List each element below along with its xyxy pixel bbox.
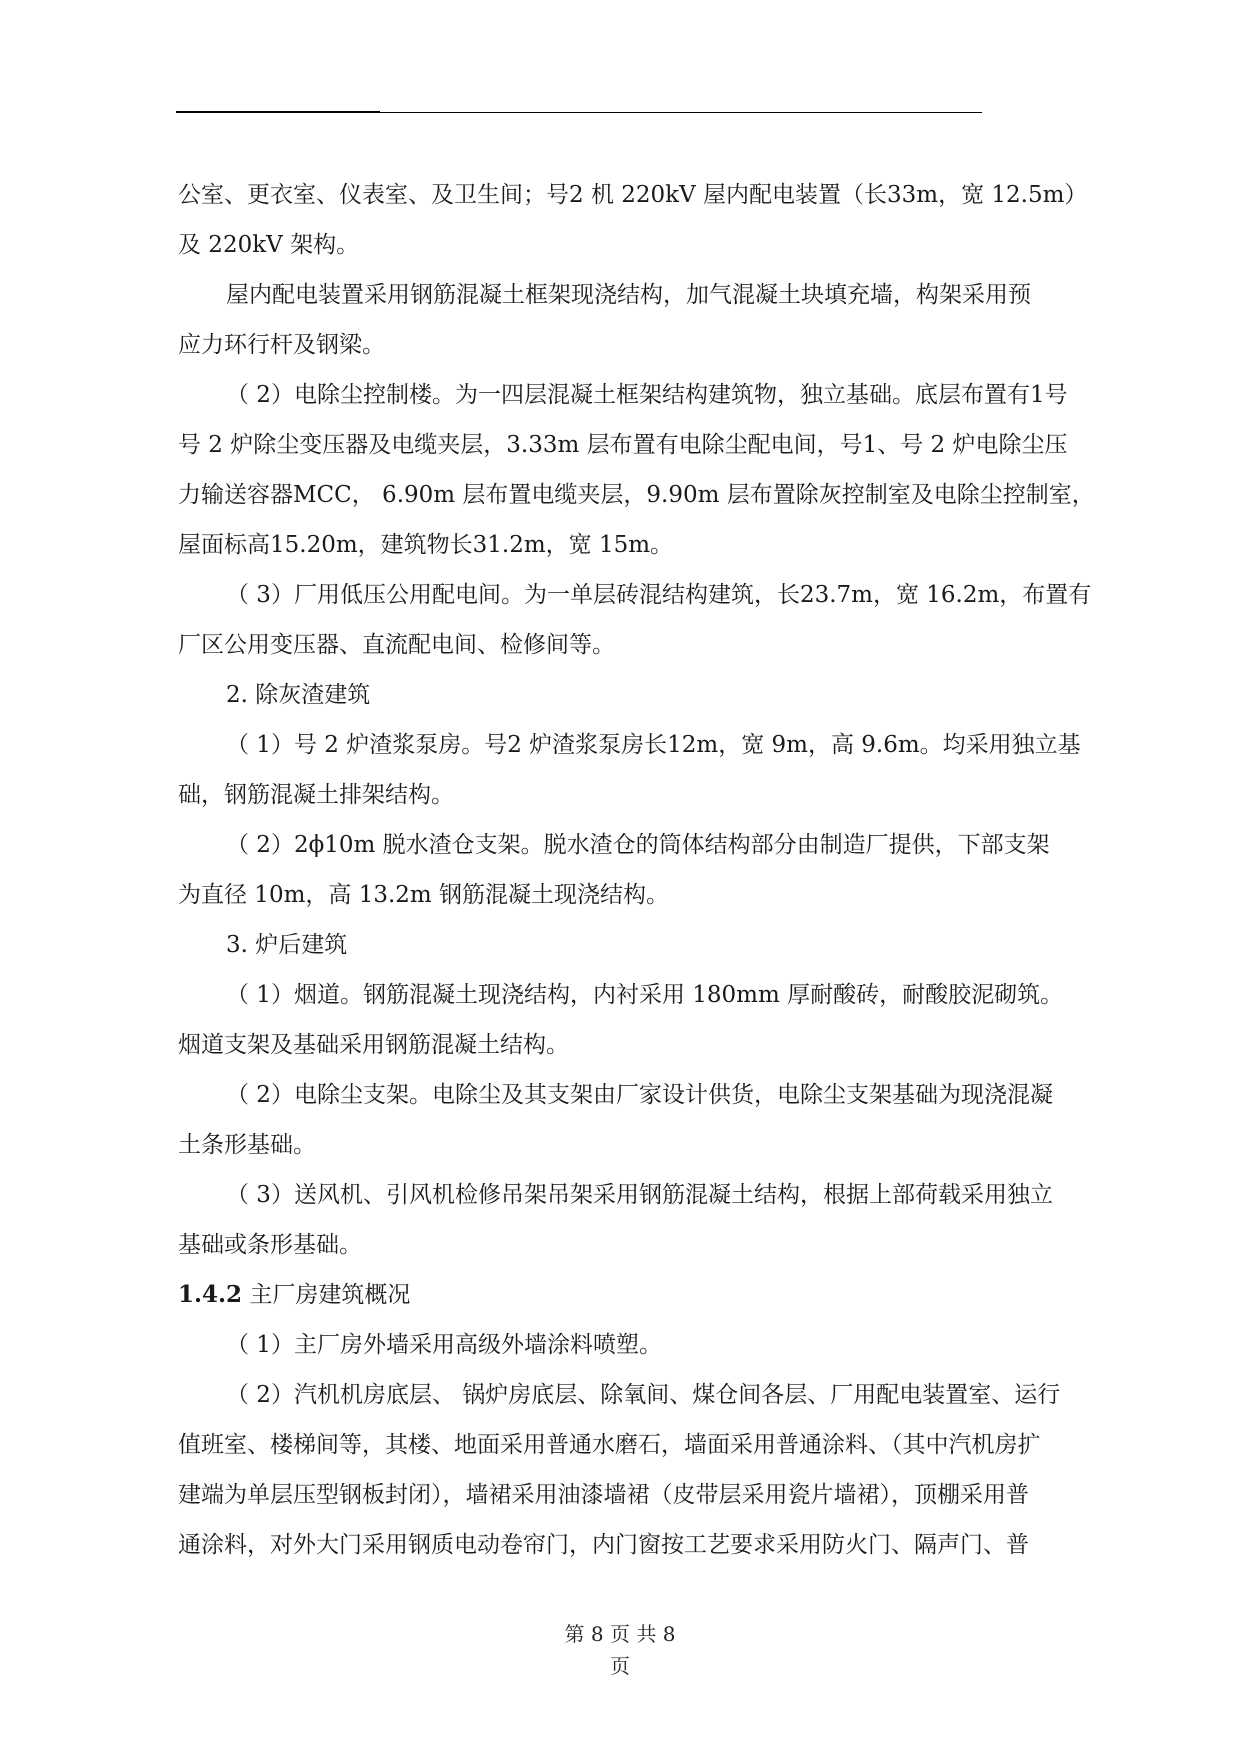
- text-line: 础，钢筋混凝土排架结构。: [178, 782, 454, 808]
- text-line: （ 3）送风机、引风机检修吊架吊架采用钢筋混凝土结构，根据上部荷载采用独立: [226, 1182, 1053, 1208]
- text-line: （ 1）号 2 炉渣浆泵房。号2 炉渣浆泵房长12m，宽 9m，高 9.6m。均采用独立基: [226, 732, 1081, 758]
- text-line: 土条形基础。: [178, 1132, 316, 1158]
- text-line: 公室、更衣室、仪表室、及卫生间；号2 机 220kV 屋内配电装置（长33m，宽 12.5m）: [178, 182, 1088, 208]
- page-number-footer: 第 8 页 共 8: [564, 1622, 676, 1646]
- text-line: （ 1）烟道。钢筋混凝土现浇结构，内衬采用 180mm 厚耐酸砖，耐酸胶泥砌筑。: [226, 982, 1064, 1008]
- text-line: 烟道支架及基础采用钢筋混凝土结构。: [178, 1032, 569, 1058]
- section-heading: [178, 1270, 1118, 1320]
- text-line: 2. 除灰渣建筑: [226, 682, 371, 708]
- text-line: （ 2）电除尘支架。电除尘及其支架由厂家设计供货，电除尘支架基础为现浇混凝: [226, 1082, 1053, 1108]
- text-line: 3. 炉后建筑: [226, 932, 348, 958]
- text-line: （ 3）厂用低压公用配电间。为一单层砖混结构建筑，长23.7m，宽 16.2m，布置有: [226, 582, 1092, 608]
- text-line: （ 1）主厂房外墙采用高级外墙涂料喷塑。: [226, 1332, 662, 1358]
- paragraphs-after-heading: [178, 1320, 1118, 1570]
- page-number-footer-continued: 页: [610, 1654, 630, 1678]
- text-line: 力输送容器MCC， 6.90m 层布置电缆夹层，9.90m 层布置除灰控制室及电除尘控制室，: [178, 482, 1095, 508]
- header-rule-accent: [176, 111, 380, 113]
- text-line: 基础或条形基础。: [178, 1232, 362, 1258]
- text-line: （ 2）电除尘控制楼。为一四层混凝土框架结构建筑物，独立基础。底层布置有1号: [226, 382, 1068, 408]
- section-heading-number: 1.4.2: [178, 1281, 243, 1308]
- text-line: 屋面标高15.20m，建筑物长31.2m，宽 15m。: [178, 532, 674, 558]
- text-line: 屋内配电装置采用钢筋混凝土框架现浇结构，加气混凝土块填充墙，构架采用预: [226, 282, 1031, 308]
- text-line: 为直径 10m，高 13.2m 钢筋混凝土现浇结构。: [178, 882, 670, 908]
- section-heading-title: 主厂房建筑概况: [242, 1282, 411, 1308]
- text-line: （ 2）2ϕ10m 脱水渣仓支架。脱水渣仓的筒体结构部分由制造厂提供，下部支架: [226, 832, 1050, 858]
- paragraphs-before-heading: [178, 170, 1118, 1270]
- text-line: （ 2）汽机机房底层、 锅炉房底层、除氧间、煤仓间各层、厂用配电装置室、运行: [226, 1382, 1061, 1408]
- document-body: [178, 170, 1118, 1570]
- text-line: 及 220kV 架构。: [178, 232, 360, 258]
- text-line: 应力环行杆及钢梁。: [178, 332, 385, 358]
- text-line: 通涂料，对外大门采用钢质电动卷帘门，内门窗按工艺要求采用防火门、隔声门、普: [178, 1532, 1029, 1558]
- text-line: 建端为单层压型钢板封闭），墙裙采用油漆墙裙（皮带层采用瓷片墙裙），顶棚采用普: [178, 1482, 1029, 1508]
- text-line: 值班室、楼梯间等，其楼、地面采用普通水磨石，墙面采用普通涂料、（其中汽机房扩: [178, 1432, 1041, 1458]
- text-line: 号 2 炉除尘变压器及电缆夹层，3.33m 层布置有电除尘配电间，号1、号 2 炉电除尘压: [178, 432, 1068, 458]
- text-line: 厂区公用变压器、直流配电间、检修间等。: [178, 632, 615, 658]
